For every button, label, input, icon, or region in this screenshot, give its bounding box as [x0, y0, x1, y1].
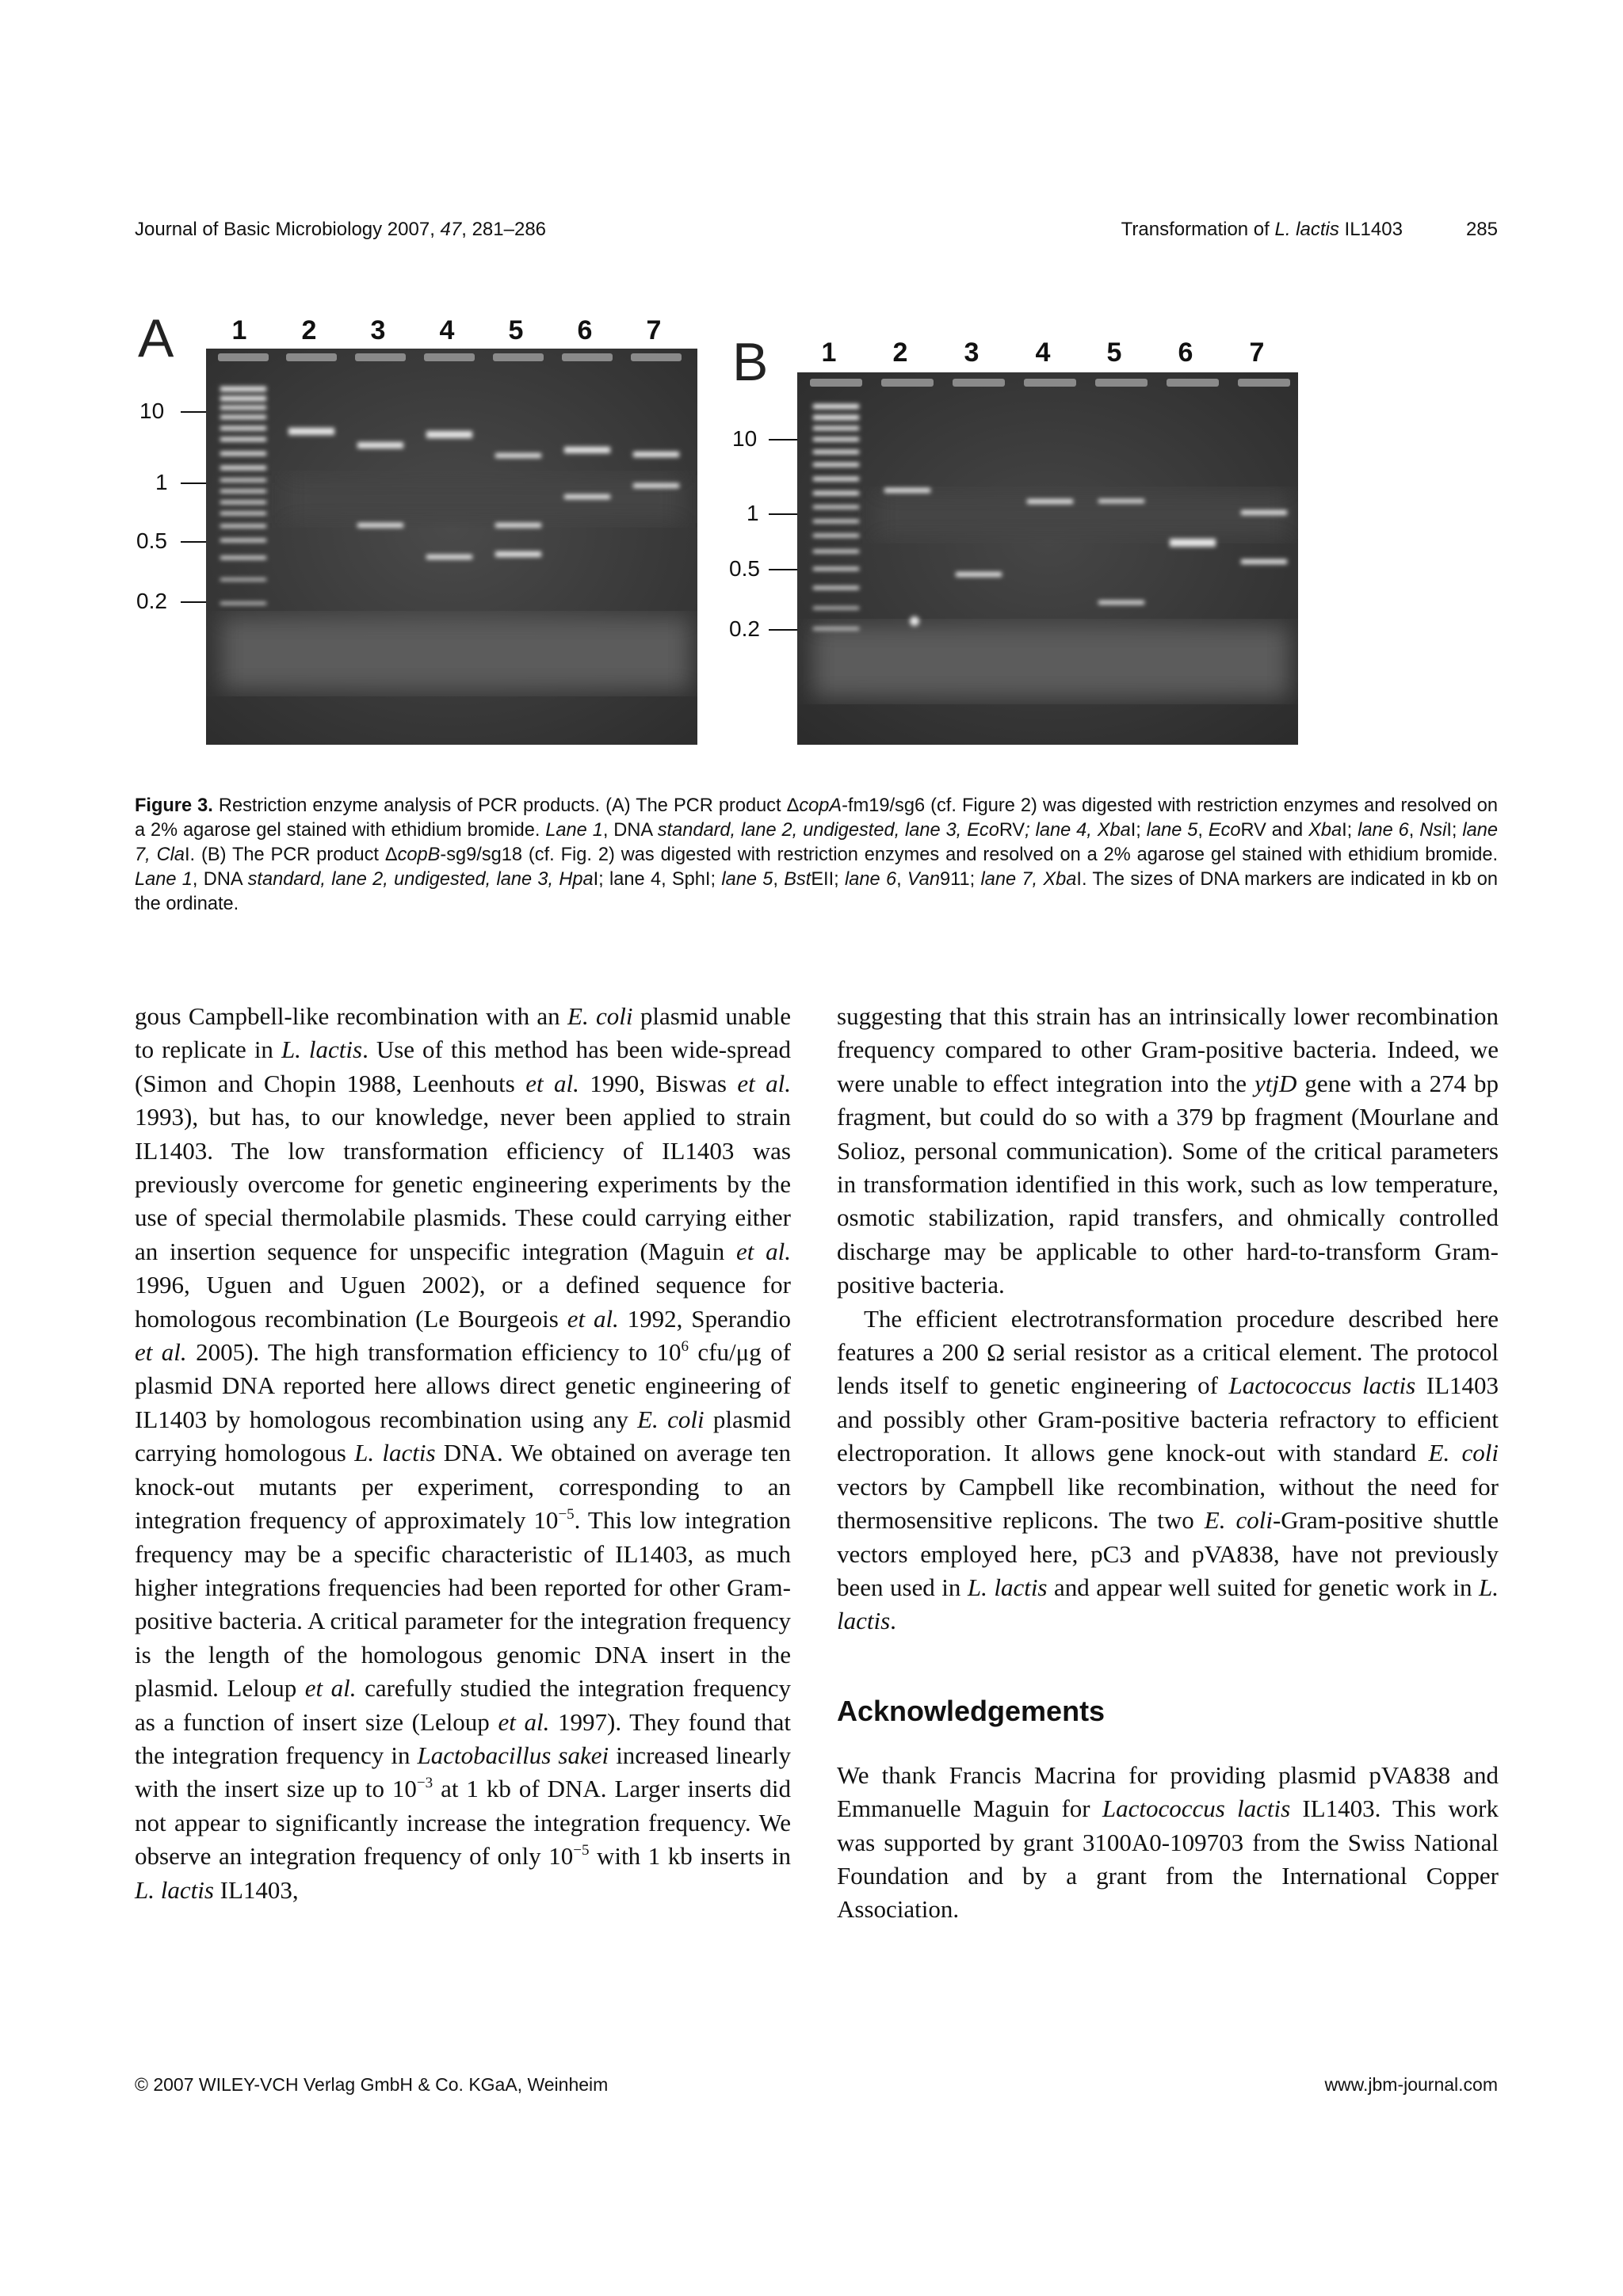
panel-b-lane-2: 2: [892, 338, 908, 368]
caption-text: I. The sizes of DNA markers are indicated in kb on the ordinate.: [135, 869, 1498, 914]
caption-text: I;: [705, 869, 722, 890]
gel-image-b: [797, 372, 1298, 745]
marker-label: 0.2: [729, 616, 760, 641]
caption-text: , DNA: [192, 869, 248, 890]
panel-b-marker-0-5: [729, 556, 760, 582]
text: gene with a 274 bp fragment, but could do so with a 379 bp fragment (Mourlane and Solioz, personal communication). Some of the critical parameters in transformation identified in this work, such as low temperature, osmotic stabilization, rapid transfers, and ohmically controlled discharge may be applicable to other hard-to-transform Gram-positive bacteria.: [837, 1069, 1499, 1299]
italic: L. lactis: [281, 1035, 363, 1064]
marker-label: 10: [732, 426, 758, 451]
italic: et al.: [498, 1707, 550, 1736]
caption-italic: Lane 1: [135, 869, 193, 890]
caption-text: Restriction enzyme analysis of PCR products. (A) The PCR product Δ: [212, 795, 800, 816]
caption-italic: Nsi: [1419, 820, 1447, 841]
caption-text: ,: [896, 869, 907, 890]
caption-text: 911;: [940, 869, 981, 890]
panel-b-lane-5: 5: [1106, 338, 1122, 368]
caption-text: RV and: [1240, 820, 1309, 841]
panel-a-marker-0-5: [136, 528, 167, 554]
marker-tick: [769, 439, 800, 441]
text: DNA. We obtained on average ten knock-out mutants per experiment, corresponding to an integration frequency of approximately 10: [135, 1439, 791, 1535]
panel-a-lane-4: 4: [439, 315, 455, 345]
body-column-left: [135, 1000, 791, 1907]
gel-image-a: [206, 349, 697, 745]
panel-a-lane-3: 3: [370, 315, 386, 345]
text: cfu/μg of plasmid DNA reported here allows direct genetic engineering of IL1403 by homologous recombination using any: [135, 1338, 791, 1433]
marker-tick: [769, 569, 800, 570]
caption-italic: Lane 1: [545, 820, 603, 841]
panel-a-lane-5: 5: [508, 315, 524, 345]
caption-italic: standard, lane 2, undigested, lane 3, Eco: [657, 820, 999, 841]
italic: E. coli: [1204, 1506, 1273, 1535]
paragraph-right-1: [837, 1000, 1499, 1302]
superscript: −3: [416, 1775, 433, 1792]
figure-caption: [135, 794, 1498, 917]
text: -Gram-positive shuttle vectors employed here, pC3 and pVA838, have not previously been used in: [837, 1506, 1499, 1601]
running-head: [135, 219, 1498, 250]
panel-b-lane-4: 4: [1035, 338, 1051, 368]
panel-b-lane-7: 7: [1249, 338, 1265, 368]
panel-a-marker-1: [155, 470, 168, 495]
caption-italic: Xba: [1308, 820, 1342, 841]
caption-italic: lane 5: [1146, 820, 1198, 841]
marker-label: 10: [139, 399, 165, 423]
body-column-right: [837, 1000, 1499, 1927]
panel-b-lane-6: 6: [1178, 338, 1193, 368]
italic: et al.: [737, 1069, 791, 1097]
italic: L. lactis: [354, 1439, 436, 1467]
marker-label: 0.2: [136, 589, 167, 613]
caption-text: I. (B) The PCR product Δ: [185, 845, 398, 865]
panel-b-lane-1: 1: [821, 338, 837, 368]
text: 1997). They found that the integration frequency in: [135, 1707, 791, 1769]
marker-label: 1: [747, 501, 759, 525]
caption-italic: lane 5: [721, 869, 773, 890]
caption-italic: lane 7, Xba: [980, 869, 1077, 890]
text: . This low integration frequency may be a specific characteristic of IL1403, as much higher integrations frequencies had been reported for other Gram-positive bacteria. A critical parameter for the integration frequency is the length of the homologous genomic DNA insert in the plasmid. Leloup: [135, 1506, 791, 1703]
panel-a-lane-1: 1: [231, 315, 247, 345]
caption-label: Figure 3.: [135, 795, 213, 816]
panel-a-marker-0-2: [136, 589, 167, 614]
panel-b-marker-10: [732, 426, 757, 452]
superscript: 6: [681, 1338, 689, 1356]
acknowledgements-heading: Acknowledgements: [837, 1694, 1106, 1727]
text: and appear well suited for genetic work in: [1047, 1573, 1479, 1601]
caption-text: -fm19/sg6 (cf. Figure 2) was digested with restriction enzymes and resolved on a 2% agarose gel stained with ethidium bromide.: [135, 795, 1498, 841]
paragraph-left: [135, 1000, 791, 1907]
journal-url[interactable]: www.jbm-journal.com: [1324, 2074, 1498, 2095]
caption-italic: standard, lane 2, undigested, lane 3, Hpa: [247, 869, 594, 890]
italic: L. lactis: [135, 1875, 214, 1904]
copyright: © 2007 WILEY-VCH Verlag GmbH & Co. KGaA, Weinheim: [135, 2074, 609, 2095]
caption-italic: ; lane 4, Xba: [1025, 820, 1131, 841]
panel-a-lane-7: 7: [646, 315, 662, 345]
italic: et al.: [135, 1338, 187, 1367]
marker-tick: [769, 513, 800, 515]
superscript: −5: [573, 1842, 590, 1859]
caption-italic: Bst: [784, 869, 812, 890]
italic: et al.: [525, 1069, 579, 1097]
text: We thank Francis Macrina for providing plasmid pVA838 and Emmanuelle Maguin for: [837, 1760, 1499, 1823]
caption-text: I;: [1446, 820, 1463, 841]
text: . Use of this method has been wide-spread (Simon and Chopin 1988, Leenhouts: [135, 1035, 791, 1097]
acknowledgements-paragraph: [837, 1759, 1499, 1927]
panel-b-lane-numbers: [135, 338, 1498, 369]
text: 1990, Biswas: [579, 1069, 738, 1097]
short-title-species: L. lactis: [1274, 219, 1339, 240]
marker-label: 0.5: [136, 528, 167, 553]
text: IL1403,: [213, 1875, 299, 1904]
caption-italic: copB: [397, 845, 441, 865]
journal-volume: 47: [440, 219, 462, 240]
caption-text: I;: [1342, 820, 1358, 841]
text: 1992, Sperandio: [618, 1304, 791, 1333]
marker-label: 1: [155, 470, 168, 494]
marker-tick: [769, 629, 800, 631]
caption-text: I;: [1130, 820, 1147, 841]
caption-text: EII;: [811, 869, 846, 890]
italic: et al.: [567, 1304, 619, 1333]
italic: L. lactis: [967, 1573, 1048, 1601]
italic: E. coli: [637, 1405, 705, 1433]
panel-a-letter: A: [138, 308, 174, 368]
short-title-pre: Transformation of: [1121, 219, 1275, 240]
marker-label: 0.5: [729, 556, 760, 581]
short-title: [1121, 219, 1498, 241]
caption-italic: I; lane 4, Sph: [593, 869, 705, 890]
text: .: [890, 1607, 896, 1635]
text: IL1403 and possibly other Gram-positive bacteria refractory to efficient electroporation. It allows gene knock-out with standard: [837, 1371, 1499, 1467]
panel-a-marker-10: [139, 399, 164, 424]
italic: Lactococcus lactis: [1102, 1794, 1291, 1823]
text: vectors by Campbell like recombination, without the need for thermosensitive replicons. The two: [837, 1472, 1499, 1535]
short-title-post: IL1403: [1338, 219, 1403, 240]
text: 1996, Uguen and Uguen 2002), or a defined sequence for homologous recombination (Le Bourgeois: [135, 1271, 791, 1333]
paragraph-right-2: [837, 1302, 1499, 1638]
caption-italic: lane 6: [845, 869, 897, 890]
panel-a-lane-6: 6: [577, 315, 593, 345]
caption-italic: lane 7, Cla: [135, 820, 1498, 865]
text: increased linearly with the insert size up to 10: [135, 1741, 791, 1803]
caption-italic: lane 6: [1358, 820, 1409, 841]
caption-text: -sg9/sg18 (cf. Fig. 2) was digested with restriction enzymes and resolved on a 2% agarose gel stained with ethidium bromide.: [440, 845, 1498, 865]
page-number: 285: [1465, 219, 1498, 240]
caption-text: , DNA: [602, 820, 658, 841]
italic: E. coli: [1428, 1439, 1499, 1467]
text: at 1 kb of DNA. Larger inserts did not appear to significantly increase the integration frequency. We observe an integration frequency of only 10: [135, 1775, 791, 1871]
italic: et al.: [304, 1674, 357, 1703]
caption-text: ,: [773, 869, 785, 890]
panel-a-lane-2: 2: [301, 315, 317, 345]
text: plasmid unable to replicate in: [135, 1002, 791, 1064]
italic: Lactobacillus sakei: [417, 1741, 609, 1769]
caption-text: RV: [999, 820, 1025, 841]
text: 2005). The high transformation efficiency to 10: [186, 1338, 682, 1367]
text: plasmid carrying homologous: [135, 1405, 791, 1467]
italic: ytjD: [1254, 1069, 1297, 1097]
italic: et al.: [736, 1237, 791, 1265]
text: 1993), but has, to our knowledge, never been applied to strain IL1403. The low transformation efficiency of IL1403 was previously overcome for genetic engineering experiments by the use of special thermolabile plasmids. These could carrying either an insertion sequence for unspecific integration (Maguin: [135, 1103, 791, 1265]
journal-pages: , 281–286: [461, 219, 547, 240]
text: carefully studied the integration frequency as a function of insert size (Leloup: [135, 1674, 791, 1736]
italic: E. coli: [567, 1002, 633, 1030]
text: The efficient electrotransformation procedure described here features a 200 Ω serial resistor as a critical element. The protocol lends itself to genetic engineering of: [837, 1304, 1499, 1400]
caption-italic: copA: [799, 795, 842, 816]
panel-b-marker-0-2: [729, 616, 760, 642]
text: suggesting that this strain has an intrinsically lower recombination frequency compared to other Gram-positive bacteria. Indeed, we were unable to effect integration into the: [837, 1002, 1499, 1097]
panel-b-marker-1: [747, 501, 759, 526]
panel-b-lane-3: 3: [964, 338, 980, 368]
italic: Lactococcus lactis: [1228, 1371, 1416, 1400]
text: with 1 kb inserts in: [589, 1842, 791, 1871]
superscript: −5: [558, 1506, 575, 1524]
panel-b-letter: B: [732, 332, 769, 392]
caption-italic: Van: [907, 869, 941, 890]
figure-3: [135, 293, 1498, 753]
italic: L. lactis: [837, 1573, 1499, 1635]
caption-text: ,: [1197, 820, 1209, 841]
caption-text: ,: [1408, 820, 1420, 841]
text: gous Campbell-like recombination with an: [135, 1002, 568, 1030]
journal-citation: [135, 219, 546, 241]
journal-name: Journal of Basic Microbiology 2007,: [135, 219, 441, 240]
text: IL1403. This work was supported by grant 3100A0-109703 from the Swiss National Foundation and by a grant from the International Copper Association.: [837, 1794, 1499, 1924]
caption-italic: Eco: [1208, 820, 1241, 841]
